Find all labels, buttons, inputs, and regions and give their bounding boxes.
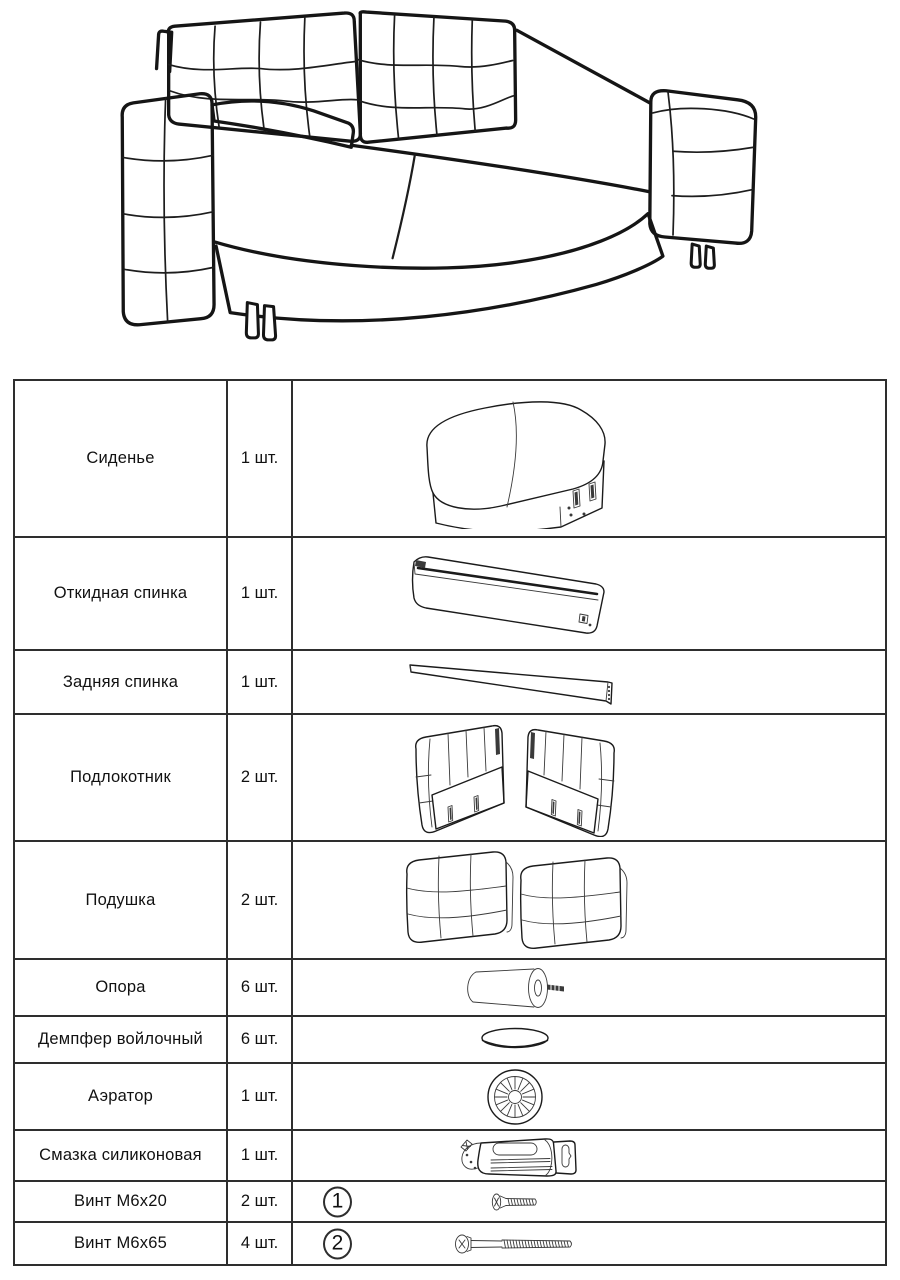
part-qty: 2 шт.	[228, 1182, 293, 1221]
table-row-rear-back	[15, 649, 885, 713]
part-qty: 1 шт.	[228, 381, 293, 536]
part-qty: 2 шт.	[228, 842, 293, 958]
table-row-screw-m6x20	[15, 1180, 885, 1221]
table-row-leg	[15, 958, 885, 1015]
folding-back-drawing	[398, 544, 633, 644]
sofa-illustration	[112, 4, 768, 352]
table-row-silicone-grease	[15, 1129, 885, 1180]
part-name: Аэратор	[15, 1064, 228, 1129]
cushion-drawing	[395, 846, 635, 954]
part-name: Сиденье	[15, 381, 228, 536]
part-name: Опора	[15, 960, 228, 1015]
part-qty: 1 шт.	[228, 1131, 293, 1180]
parts-table	[13, 379, 887, 1266]
part-qty: 2 шт.	[228, 715, 293, 840]
part-qty: 1 шт.	[228, 651, 293, 713]
part-name: Винт М6х20	[15, 1182, 228, 1221]
rear-back-drawing	[398, 653, 633, 711]
screw-m6x65-drawing	[454, 1234, 576, 1254]
part-qty: 4 шт.	[228, 1223, 293, 1264]
part-qty: 6 шт.	[228, 1017, 293, 1062]
part-qty: 1 шт.	[228, 538, 293, 649]
table-row-folding-back	[15, 536, 885, 649]
sofa-drawing	[112, 4, 768, 352]
felt-damper-drawing	[475, 1026, 555, 1054]
silicone-grease-drawing	[453, 1133, 578, 1179]
part-name: Смазка силиконовая	[15, 1131, 228, 1180]
table-row-felt-damper	[15, 1015, 885, 1062]
part-name: Винт М6х65	[15, 1223, 228, 1264]
part-qty: 6 шт.	[228, 960, 293, 1015]
screw-1-marker: 1	[323, 1186, 352, 1217]
aerator-drawing	[485, 1067, 545, 1127]
part-name: Демпфер войлочный	[15, 1017, 228, 1062]
part-name: Задняя спинка	[15, 651, 228, 713]
leg-drawing	[460, 963, 570, 1013]
armrest-drawing	[400, 719, 630, 837]
part-name: Откидная спинка	[15, 538, 228, 649]
table-row-cushion	[15, 840, 885, 958]
part-name: Подлокотник	[15, 715, 228, 840]
part-qty: 1 шт.	[228, 1064, 293, 1129]
table-row-armrest	[15, 713, 885, 840]
table-row-aerator	[15, 1062, 885, 1129]
table-row-seat	[15, 381, 885, 536]
table-row-screw-m6x65	[15, 1221, 885, 1264]
screw-2-marker: 2	[323, 1228, 352, 1259]
part-name: Подушка	[15, 842, 228, 958]
seat-drawing	[413, 389, 618, 529]
screw-m6x20-drawing	[491, 1193, 539, 1211]
